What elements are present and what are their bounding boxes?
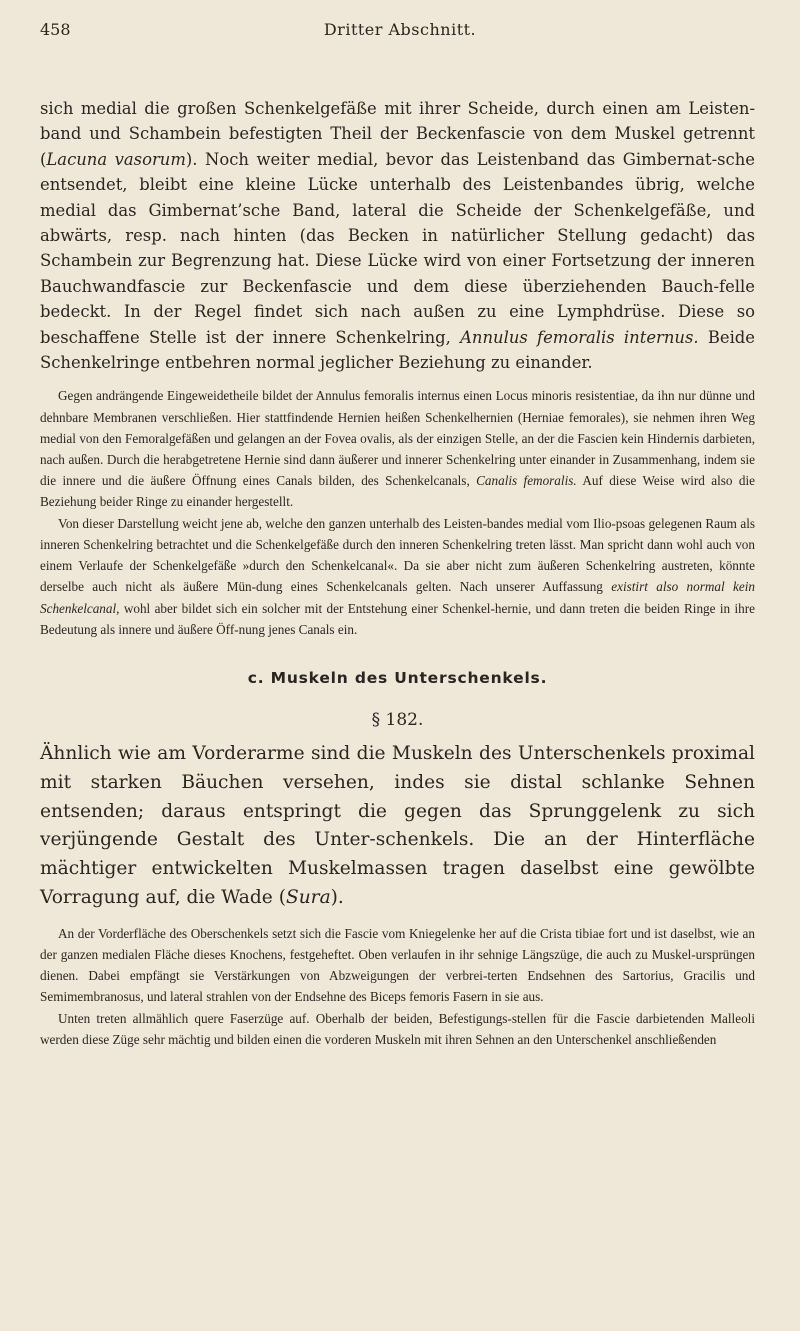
note-paragraph-faserzuege: Unten treten allmählich quere Faserzüge auf. Oberhalb der beiden, Befestigungs-stellen für die Fascie darbietenden Malleoli werden diese Züge sehr mächtig und bilden einen die vorderen Muskeln mit ihren Sehnen an den Unterschenkel anschließenden — [40, 1010, 755, 1047]
term-lacuna-vasorum: Lacuna vasorum — [46, 149, 186, 169]
note-paragraph-fascie: An der Vorderfläche des Oberschenkels setzt sich die Fascie vom Kniegelenke her auf die Crista tibiae fort und ist daselbst, wie an der ganzen medialen Fläche dieses Knochens, festgeheftet. Oben verlaufen in ihr sehnige Längszüge, die auch zu Muskel-ursprüngen dienen. Dabei empfängt sie Verstärkungen von Abzweigungen der verbrei-terten Endsehnen des Sartorius, Gracilis und Semimembranosus, und lateral strahlen von der Endsehne des Biceps femoris Fasern in sie aus. — [40, 925, 755, 1005]
term-sura: Sura — [285, 886, 331, 908]
running-head: Dritter Abschnitt. — [323, 20, 477, 39]
term-canalis-femoralis: Canalis femoralis. — [476, 473, 577, 489]
note-block-1 — [40, 385, 755, 639]
paragraph-number: § 182. — [371, 709, 424, 730]
section-heading: c. Muskeln des Unterschenkels. — [247, 668, 548, 687]
lead-paragraph: Ähnlich wie am Vorderarme sind die Muskeln des Unterschenkels proximal mit starken Bäuchen versehen, indes sie distal schlanke Sehnen entsenden; daraus entspringt die gegen das Sprunggelenk zu sich verjüngende Gestalt des Unter-schenkels. Die an der Hinterfläche mächtiger entwickelten Muskelmassen tragen daselbst eine gewölbte Vorragung auf, die Wade (Sura). — [40, 742, 755, 908]
page-body — [40, 96, 755, 1050]
note-paragraph-hernien: Gegen andrängende Eingeweidetheile bildet der Annulus femoralis internus einen Locus minoris resistentiae, da ihn nur dünne und dehnbare Membranen verschließen. Hier stattfindende Hernien heißen Schenkelhernien (Herniae femorales), sie nehmen ihren Weg medial von den Femoralgefäßen und gelangen an der Fovea ovalis, als der einzigen Stelle, an der die Fascien kein Hindernis darbieten, nach außen. Durch die herabgetretene Hernie sind dann äußerer und innerer Schenkelring unter einander in Zusammenhang, indem sie die innere und die äußere Öffnung eines Canals bilden, des Schenkelcanals, Canalis femoralis. Auf diese Weise wird also die Beziehung beider Ringe zu einander hergestellt. — [40, 388, 756, 510]
term-kein-schenkelcanal: existirt also normal kein Schenkelcanal, — [40, 579, 755, 616]
note-paragraph-darstellung: Von dieser Darstellung weicht jene ab, welche den ganzen unterhalb des Leisten-bandes medial vom Ilio-psoas gelegenen Raum als inneren Schenkelring betrachtet und die Schenkelgefäße durch den inneren Schenkelring treten lässt. Man spricht dann wohl auch von einem Verlaufe der Schenkelgefäße »durch den Schenkelcanal«. Da sie aber nicht zum äußeren Schenkelring austreten, könnte derselbe auch nicht als äußere Mün-dung eines Schenkelcanals gelten. Nach unserer Auffassung existirt also normal kein Schenkelcanal, wohl aber bildet sich ein solcher mit der Entstehung einer Schenkel-hernie, und dann treten die beiden Ringe in ihre Bedeutung als innere und äußere Öff-nung jenes Canals ein. — [40, 515, 755, 637]
page-header — [40, 14, 760, 44]
note-block-2 — [40, 923, 755, 1050]
intro-paragraph: sich medial die großen Schenkelgefäße mit ihrer Scheide, durch einen am Leisten-band und Schambein befestigten Theil der Beckenfascie von dem Muskel getrennt (Lacuna vasorum). Noch weiter medial, bevor das Leistenband das Gimbernat-sche entsendet, bleibt eine kleine Lücke unterhalb des Leistenbandes übrig, welche medial das Gimbernat’sche Band, lateral die Scheide der Schenkelgefäße, und abwärts, resp. nach hinten (das Becken in natürlicher Stellung gedacht) das Schambein zur Begrenzung hat. Diese Lücke wird von einer Fortsetzung der inneren Bauchwandfascie zur Beckenfascie und dem diese überziehenden Bauch-felle bedeckt. In der Regel findet sich nach außen zu eine Lymphdrüse. Diese so beschaffene Stelle ist der innere Schenkelring, Annulus femoralis internus. Beide Schenkelringe entbehren normal jeglicher Beziehung zu einander. — [40, 99, 756, 373]
page-number: 458 — [40, 20, 71, 39]
term-annulus-femoralis: Annulus femoralis internus. — [460, 327, 699, 347]
